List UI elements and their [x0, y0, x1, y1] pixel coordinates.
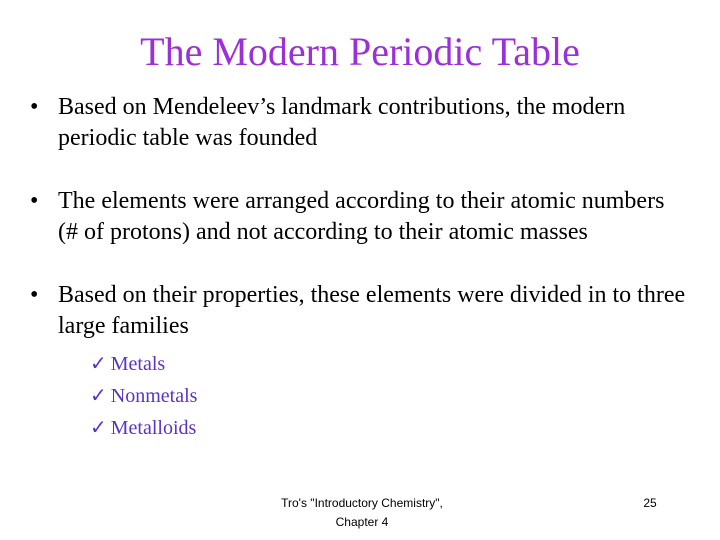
- bullet-list: [30, 92, 690, 444]
- family-sublist: [90, 348, 690, 444]
- bullet-dot: •: [30, 94, 39, 120]
- bullet-text: Based on their properties, these elements were divided in to three large families: [58, 282, 686, 339]
- sub-item-label: Metals: [110, 353, 166, 375]
- checkmark-icon: ✓: [90, 417, 107, 439]
- sub-item-label: Nonmetals: [110, 385, 198, 407]
- bullet-item: [30, 280, 690, 444]
- sub-item-label: Metalloids: [110, 417, 197, 439]
- bullet-dot: •: [30, 188, 39, 214]
- bullet-item: [30, 186, 690, 248]
- page-number: 25: [643, 496, 657, 510]
- sub-item-metalloids: [90, 412, 690, 444]
- footer-source: Tro's "Introductory Chemistry", Chapter 4: [281, 496, 443, 529]
- bullet-dot: •: [30, 282, 39, 308]
- sub-item-metals: [90, 348, 690, 380]
- checkmark-icon: ✓: [90, 353, 107, 375]
- checkmark-icon: ✓: [90, 385, 107, 407]
- bullet-item: [30, 92, 690, 154]
- bullet-text: The elements were arranged according to their atomic numbers (# of protons) and not according to their atomic masses: [58, 188, 665, 245]
- bullet-text: Based on Mendeleev’s landmark contributions, the modern periodic table was founded: [58, 94, 626, 151]
- slide-title: The Modern Periodic Table: [140, 29, 580, 74]
- sub-item-nonmetals: [90, 380, 690, 412]
